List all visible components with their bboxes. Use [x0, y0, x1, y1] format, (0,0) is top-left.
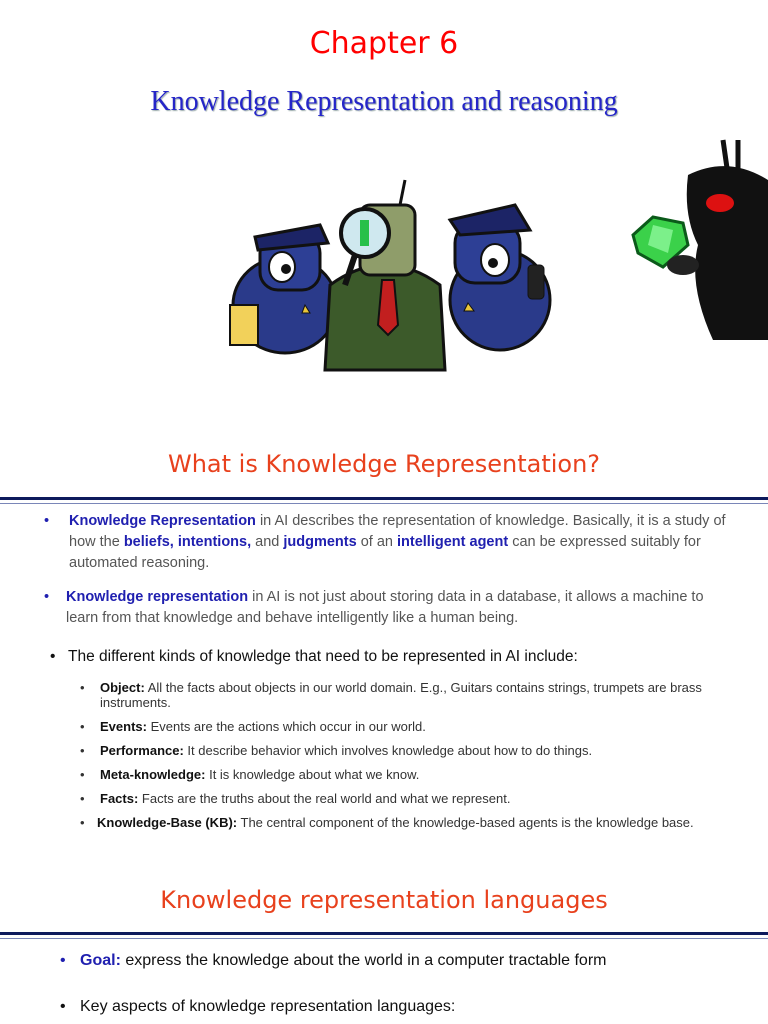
list-item-object: • Object: All the facts about objects in our world domain. E.g., Guitars contains strings, trumpets are brass instruments. — [80, 680, 702, 710]
paragraph-text: in AI is not just about storing data in a database, it allows a machine to learn from that knowledge and behave intelligently like a human being. — [66, 589, 704, 626]
list-item-meta-knowledge: • Meta-knowledge: It is knowledge about what we know. — [80, 767, 420, 782]
section-divider — [0, 932, 768, 935]
paragraph-kinds-intro: • The different kinds of knowledge that need to be represented in AI include: — [50, 648, 730, 666]
kind-text: Events are the actions which occur in our world. — [146, 719, 426, 734]
chapter-heading: Chapter 6 — [309, 26, 459, 61]
keyword-beliefs: beliefs, intentions, — [123, 534, 252, 550]
left-police-robot-icon — [230, 225, 337, 353]
right-police-robot-icon — [450, 205, 550, 350]
paragraph-purpose: • Knowledge representation in AI is not just about storing data in a database, it allows a machine to learn from that knowledge and behave intelligently like a human being. — [44, 589, 704, 626]
list-item-facts: • Facts: Facts are the truths about the real world and what we represent. — [80, 791, 511, 806]
goal-item: • Goal: express the knowledge about the world in a computer tractable form — [60, 952, 607, 969]
kind-label: Meta-knowledge: — [100, 767, 206, 782]
kind-label: Object: — [100, 680, 145, 695]
page-title: Knowledge Representation and reasoning — [150, 86, 618, 117]
kind-label: Events: — [100, 719, 147, 734]
section-divider-thin — [0, 503, 768, 504]
paragraph-text: of an — [356, 534, 397, 550]
kind-label: Knowledge-Base (KB): — [97, 815, 238, 830]
list-item-events: • Events: Events are the actions which occur in our world. — [80, 719, 426, 734]
robot-detectives-icon — [210, 175, 560, 375]
section-title-kr-languages: Knowledge representation languages — [160, 886, 608, 914]
paragraph-text: and — [251, 534, 284, 550]
kind-text: Facts are the truths about the real world and what we represent. — [138, 791, 511, 806]
kind-text: It describe behavior which involves knowledge about how to do things. — [183, 743, 593, 758]
kind-text: All the facts about objects in our world domain. E.g., Guitars contains strings, trumpets are brass instruments. — [100, 680, 702, 710]
aspects-item: • Key aspects of knowledge representation languages: — [60, 998, 750, 1016]
kind-label: Performance: — [100, 743, 184, 758]
aspects-text: Key aspects of knowledge representation languages: — [80, 998, 456, 1015]
keyword-judgments: judgments — [283, 534, 357, 550]
thief-with-gem-icon — [628, 135, 768, 345]
kinds-list — [80, 680, 742, 830]
list-item-performance: • Performance: It describe behavior which involves knowledge about how to do things. — [80, 743, 593, 758]
keyword-knowledge-representation-2: Knowledge representation — [66, 589, 249, 605]
paragraph-definition: • Knowledge Representation in AI describes the representation of knowledge. Basically, it is a study of how the beliefs, intentions, and judgments of an intelligent agent can be expressed suitably for automated reasoning. — [44, 513, 726, 571]
keyword-intelligent-agent: intelligent agent — [397, 534, 509, 550]
section-divider — [0, 497, 768, 500]
kinds-intro-text: The different kinds of knowledge that need to be represented in AI include: — [68, 648, 578, 665]
kind-label: Facts: — [100, 791, 139, 806]
kind-text: It is knowledge about what we know. — [205, 767, 420, 782]
list-item-knowledge-base: • Knowledge-Base (KB): The central component of the knowledge-based agents is the knowledge base. — [80, 815, 694, 830]
section-title-knowledge-representation: What is Knowledge Representation? — [167, 450, 601, 478]
goal-label: Goal: — [80, 952, 121, 969]
paragraph-text: in AI describes the representation of knowledge. Basically, it is a study of how the — [69, 513, 726, 550]
section-divider-thin — [0, 938, 768, 939]
goal-text: express the knowledge about the world in a computer tractable form — [120, 952, 607, 969]
detective-robot-icon — [325, 180, 445, 370]
paragraph-text: can be expressed suitably for automated reasoning. — [69, 534, 701, 571]
kind-text: The central component of the knowledge-based agents is the knowledge base. — [237, 815, 694, 830]
keyword-knowledge-representation: Knowledge Representation — [69, 513, 256, 529]
